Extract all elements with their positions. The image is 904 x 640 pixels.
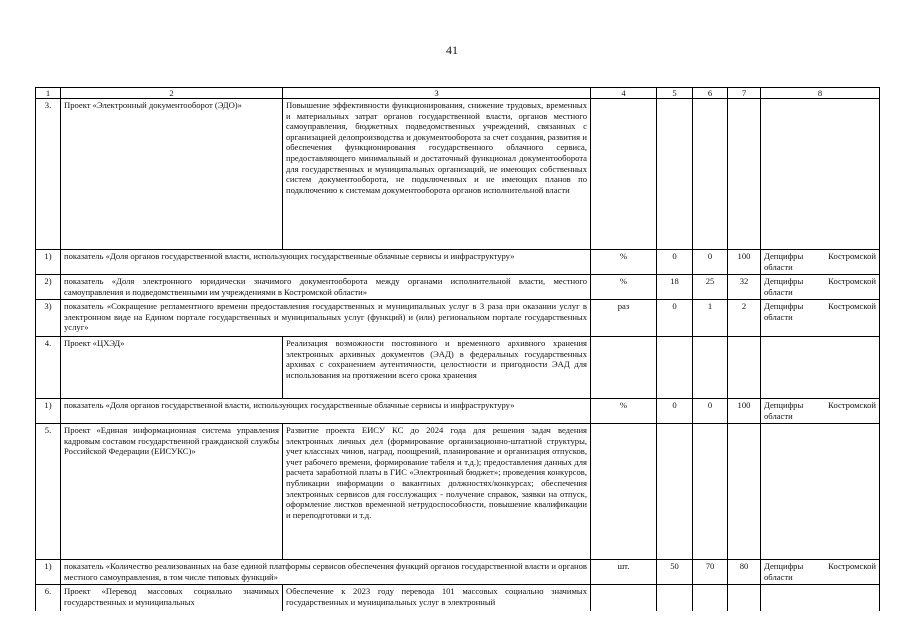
- indicator-text: показатель «Доля органов государственной власти, использующих государственные облачные сервисы и инфраструктуру»: [61, 399, 591, 424]
- value-cell-7: [728, 99, 761, 250]
- unit-cell: [591, 337, 657, 399]
- project-row: [36, 424, 880, 560]
- value-cell-6: 0: [693, 399, 728, 424]
- header-cell-1: 1: [36, 88, 61, 99]
- indicator-row: [36, 275, 880, 300]
- project-name: Проект «ЦХЭД»: [61, 337, 283, 399]
- project-row: [36, 99, 880, 250]
- header-row: [36, 88, 880, 99]
- value-cell-5: 0: [657, 300, 693, 337]
- source-cell: Депцифры Костромской области: [761, 250, 880, 275]
- header-cell-8: 8: [761, 88, 880, 99]
- source-cell: Депцифры Костромской области: [761, 300, 880, 337]
- source-cell: Депцифры Костромской области: [761, 399, 880, 424]
- unit-cell: [591, 585, 657, 611]
- value-cell-5: 18: [657, 275, 693, 300]
- value-cell-7: 80: [728, 560, 761, 585]
- page-number: 41: [446, 43, 458, 57]
- project-description: Развитие проекта ЕИСУ КС до 2024 года для решения задач ведения электронных личных дел (формирование организационно-штатной структуры, учет классных чинов, наград, поощрений, планирование и организация отпусков, учет рабочего времени, формирование табеля и т.д.); предоставления данных для расчета заработной платы в ГИС «Электронный бюджет»; проведения конкурсов, публикации информации о вакантных должностях/конкурсах; обеспечения электронных сервисов для госслужащих - получение справок, заявки на отпуск, оформление листков временной нетрудоспособности, повышение квалификации и переподготовки и т.д.: [283, 424, 591, 560]
- unit-cell: %: [591, 275, 657, 300]
- row-number: 5.: [36, 424, 61, 560]
- project-description: Обеспечение к 2023 году перевода 101 массовых социально значимых государственных и муниципальных услуг в электронный: [283, 585, 591, 611]
- header-cell-3: 3: [283, 88, 591, 99]
- value-cell-5: 0: [657, 399, 693, 424]
- unit-cell: [591, 424, 657, 560]
- source-cell: [761, 424, 880, 560]
- row-number: 1): [36, 560, 61, 585]
- value-cell-6: [693, 337, 728, 399]
- project-name: Проект «Перевод массовых социально значимых государственных и муниципальных: [61, 585, 283, 611]
- unit-cell: шт.: [591, 560, 657, 585]
- indicator-row: [36, 560, 880, 585]
- value-cell-7: [728, 337, 761, 399]
- indicator-text: показатель «Количество реализованных на базе единой платформы сервисов обеспечения функций органов государственной власти и органов местного самоуправления, в том числе типовых функций»: [61, 560, 591, 585]
- indicator-row: [36, 399, 880, 424]
- value-cell-7: 100: [728, 250, 761, 275]
- value-cell-6: [693, 424, 728, 560]
- source-cell: [761, 585, 880, 611]
- value-cell-6: 25: [693, 275, 728, 300]
- project-name: Проект «Единая информационная система управления кадровым составом государственной гражданской службы Российской Федерации (ЕИСУКС)»: [61, 424, 283, 560]
- project-row: [36, 585, 880, 611]
- row-number: 3): [36, 300, 61, 337]
- indicator-row: [36, 300, 880, 337]
- header-cell-6: 6: [693, 88, 728, 99]
- project-row: [36, 337, 880, 399]
- value-cell-5: [657, 585, 693, 611]
- row-number: 3.: [36, 99, 61, 250]
- unit-cell: раз: [591, 300, 657, 337]
- unit-cell: %: [591, 399, 657, 424]
- header-cell-5: 5: [657, 88, 693, 99]
- unit-cell: [591, 99, 657, 250]
- source-cell: Депцифры Костромской области: [761, 275, 880, 300]
- header-cell-4: 4: [591, 88, 657, 99]
- value-cell-6: 70: [693, 560, 728, 585]
- value-cell-6: 0: [693, 250, 728, 275]
- value-cell-7: [728, 585, 761, 611]
- source-cell: [761, 337, 880, 399]
- project-name: Проект «Электронный документооборот (ЭДО)»: [61, 99, 283, 250]
- project-description: Реализация возможности постоянного и временного архивного хранения электронных архивных документов (ЭАД) в федеральных государственных архивах с сохранением аутентичности, целостности и пригодности ЭАД для использования на протяжении всего срока хранения: [283, 337, 591, 399]
- row-number: 1): [36, 399, 61, 424]
- value-cell-7: 100: [728, 399, 761, 424]
- value-cell-5: 50: [657, 560, 693, 585]
- value-cell-6: [693, 585, 728, 611]
- value-cell-5: [657, 337, 693, 399]
- row-number: 6.: [36, 585, 61, 611]
- indicators-table: [35, 87, 880, 611]
- indicator-text: показатель «Доля электронного юридически значимого документооборота между органами исполнительной власти, местного самоуправления и подведомственными им учреждениями в Костромской области»: [61, 275, 591, 300]
- project-description: Повышение эффективности функционирования, снижение трудовых, временных и материальных затрат органов государственной власти, органов местного самоуправления, бюджетных подведомственных учреждений, связанных с организацией делопроизводства и документооборота за счет создания, развития и обеспечения функционирования государственного облачного сервиса, предоставляющего минимальный и достаточный функционал документооборота для государственных и муниципальных организаций, не имеющих собственных систем документооборота, не подключенных и не имеющих планов по подключению к системам документооборота органов исполнительной власти: [283, 99, 591, 250]
- unit-cell: %: [591, 250, 657, 275]
- source-cell: [761, 99, 880, 250]
- value-cell-7: 32: [728, 275, 761, 300]
- value-cell-6: 1: [693, 300, 728, 337]
- source-cell: Депцифры Костромской области: [761, 560, 880, 585]
- value-cell-6: [693, 99, 728, 250]
- row-number: 2): [36, 275, 61, 300]
- indicator-row: [36, 250, 880, 275]
- value-cell-5: [657, 424, 693, 560]
- value-cell-7: [728, 424, 761, 560]
- row-number: 4.: [36, 337, 61, 399]
- header-cell-7: 7: [728, 88, 761, 99]
- header-cell-2: 2: [61, 88, 283, 99]
- value-cell-5: [657, 99, 693, 250]
- indicator-text: показатель «Доля органов государственной власти, использующих государственные облачные сервисы и инфраструктуру»: [61, 250, 591, 275]
- value-cell-5: 0: [657, 250, 693, 275]
- row-number: 1): [36, 250, 61, 275]
- value-cell-7: 2: [728, 300, 761, 337]
- indicator-text: показатель «Сокращение регламентного времени предоставления государственных и муниципальных услуг в 3 раза при оказании услуг в электронном виде на Едином портале государственных и муниципальных услуг (функций) и (или) региональном портале государственных услуг»: [61, 300, 591, 337]
